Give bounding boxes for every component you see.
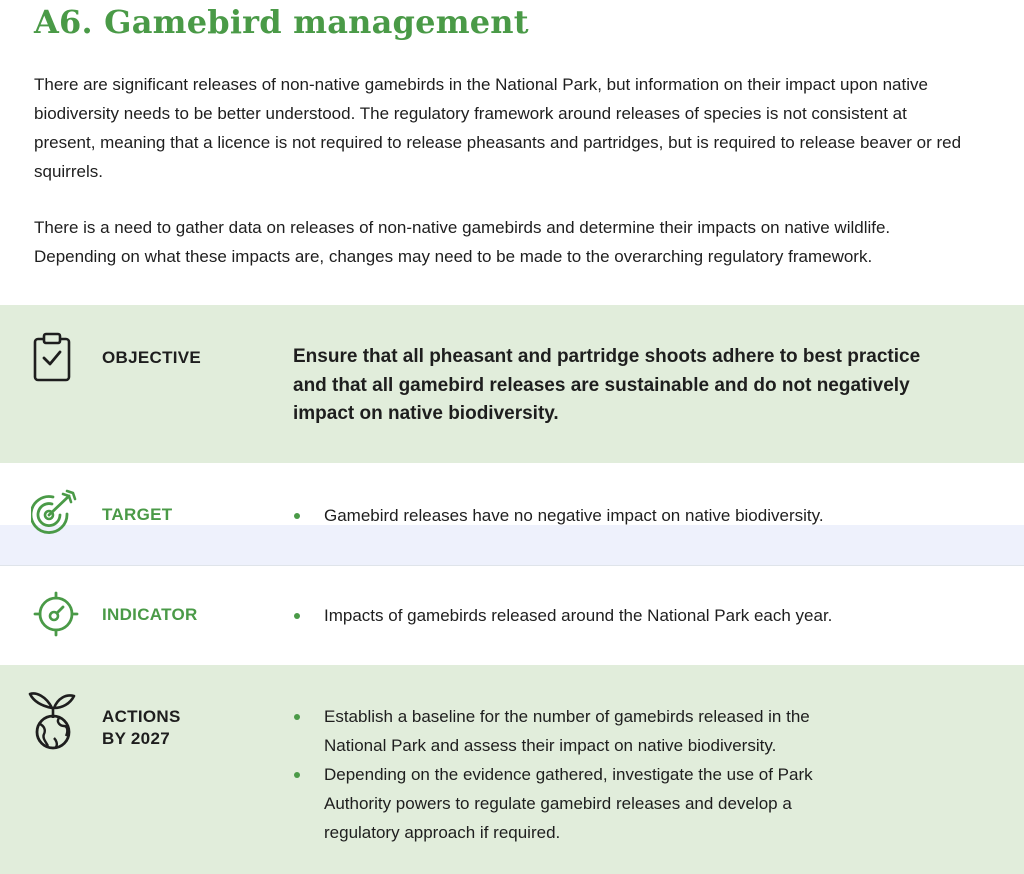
actions-list [293,702,863,847]
objective-text: Ensure that all pheasant and partridge shoots adhere to best practice and that all gamebird releases are sustainable and do not negatively impact on native biodiversity. [293,346,921,424]
actions-label-line2: BY 2027 [102,729,170,748]
target-label: TARGET [102,505,173,524]
list-item: Establish a baseline for the number of gamebirds released in the National Park and assess their impact on native biodiversity. [293,702,863,760]
clipboard-check-icon [32,331,72,383]
target-list [293,501,933,530]
actions-label-line1: ACTIONS [102,707,181,726]
objective-label: OBJECTIVE [102,348,202,367]
gauge-icon [33,591,79,637]
indicator-list [293,601,933,630]
intro-paragraph-2: There is a need to gather data on releases of non-native gamebirds and determine their impacts on native wildlife. Depending on what these impacts are, changes may need to be made to the overarching regulatory framework. [34,218,891,266]
globe-sprout-icon [28,688,78,752]
target-arrow-icon [31,488,79,540]
intro-paragraph-1: There are significant releases of non-native gamebirds in the National Park, but information on their impact upon native biodiversity needs to be better understood. The regulatory framework around releases of species is not consistent at present, meaning that a licence is not required to release pheasants and partridges, but is required to release beaver or red squirrels. [34,75,962,181]
page-title: A6. Gamebird management [34,3,529,41]
list-item: Impacts of gamebirds released around the National Park each year. [293,601,933,630]
target-section-lower [0,525,1024,565]
indicator-label: INDICATOR [102,605,198,624]
list-item: Depending on the evidence gathered, investigate the use of Park Authority powers to regulate gamebird releases and develop a regulatory approach if required. [293,760,863,847]
list-item: Gamebird releases have no negative impact on native biodiversity. [293,501,933,530]
